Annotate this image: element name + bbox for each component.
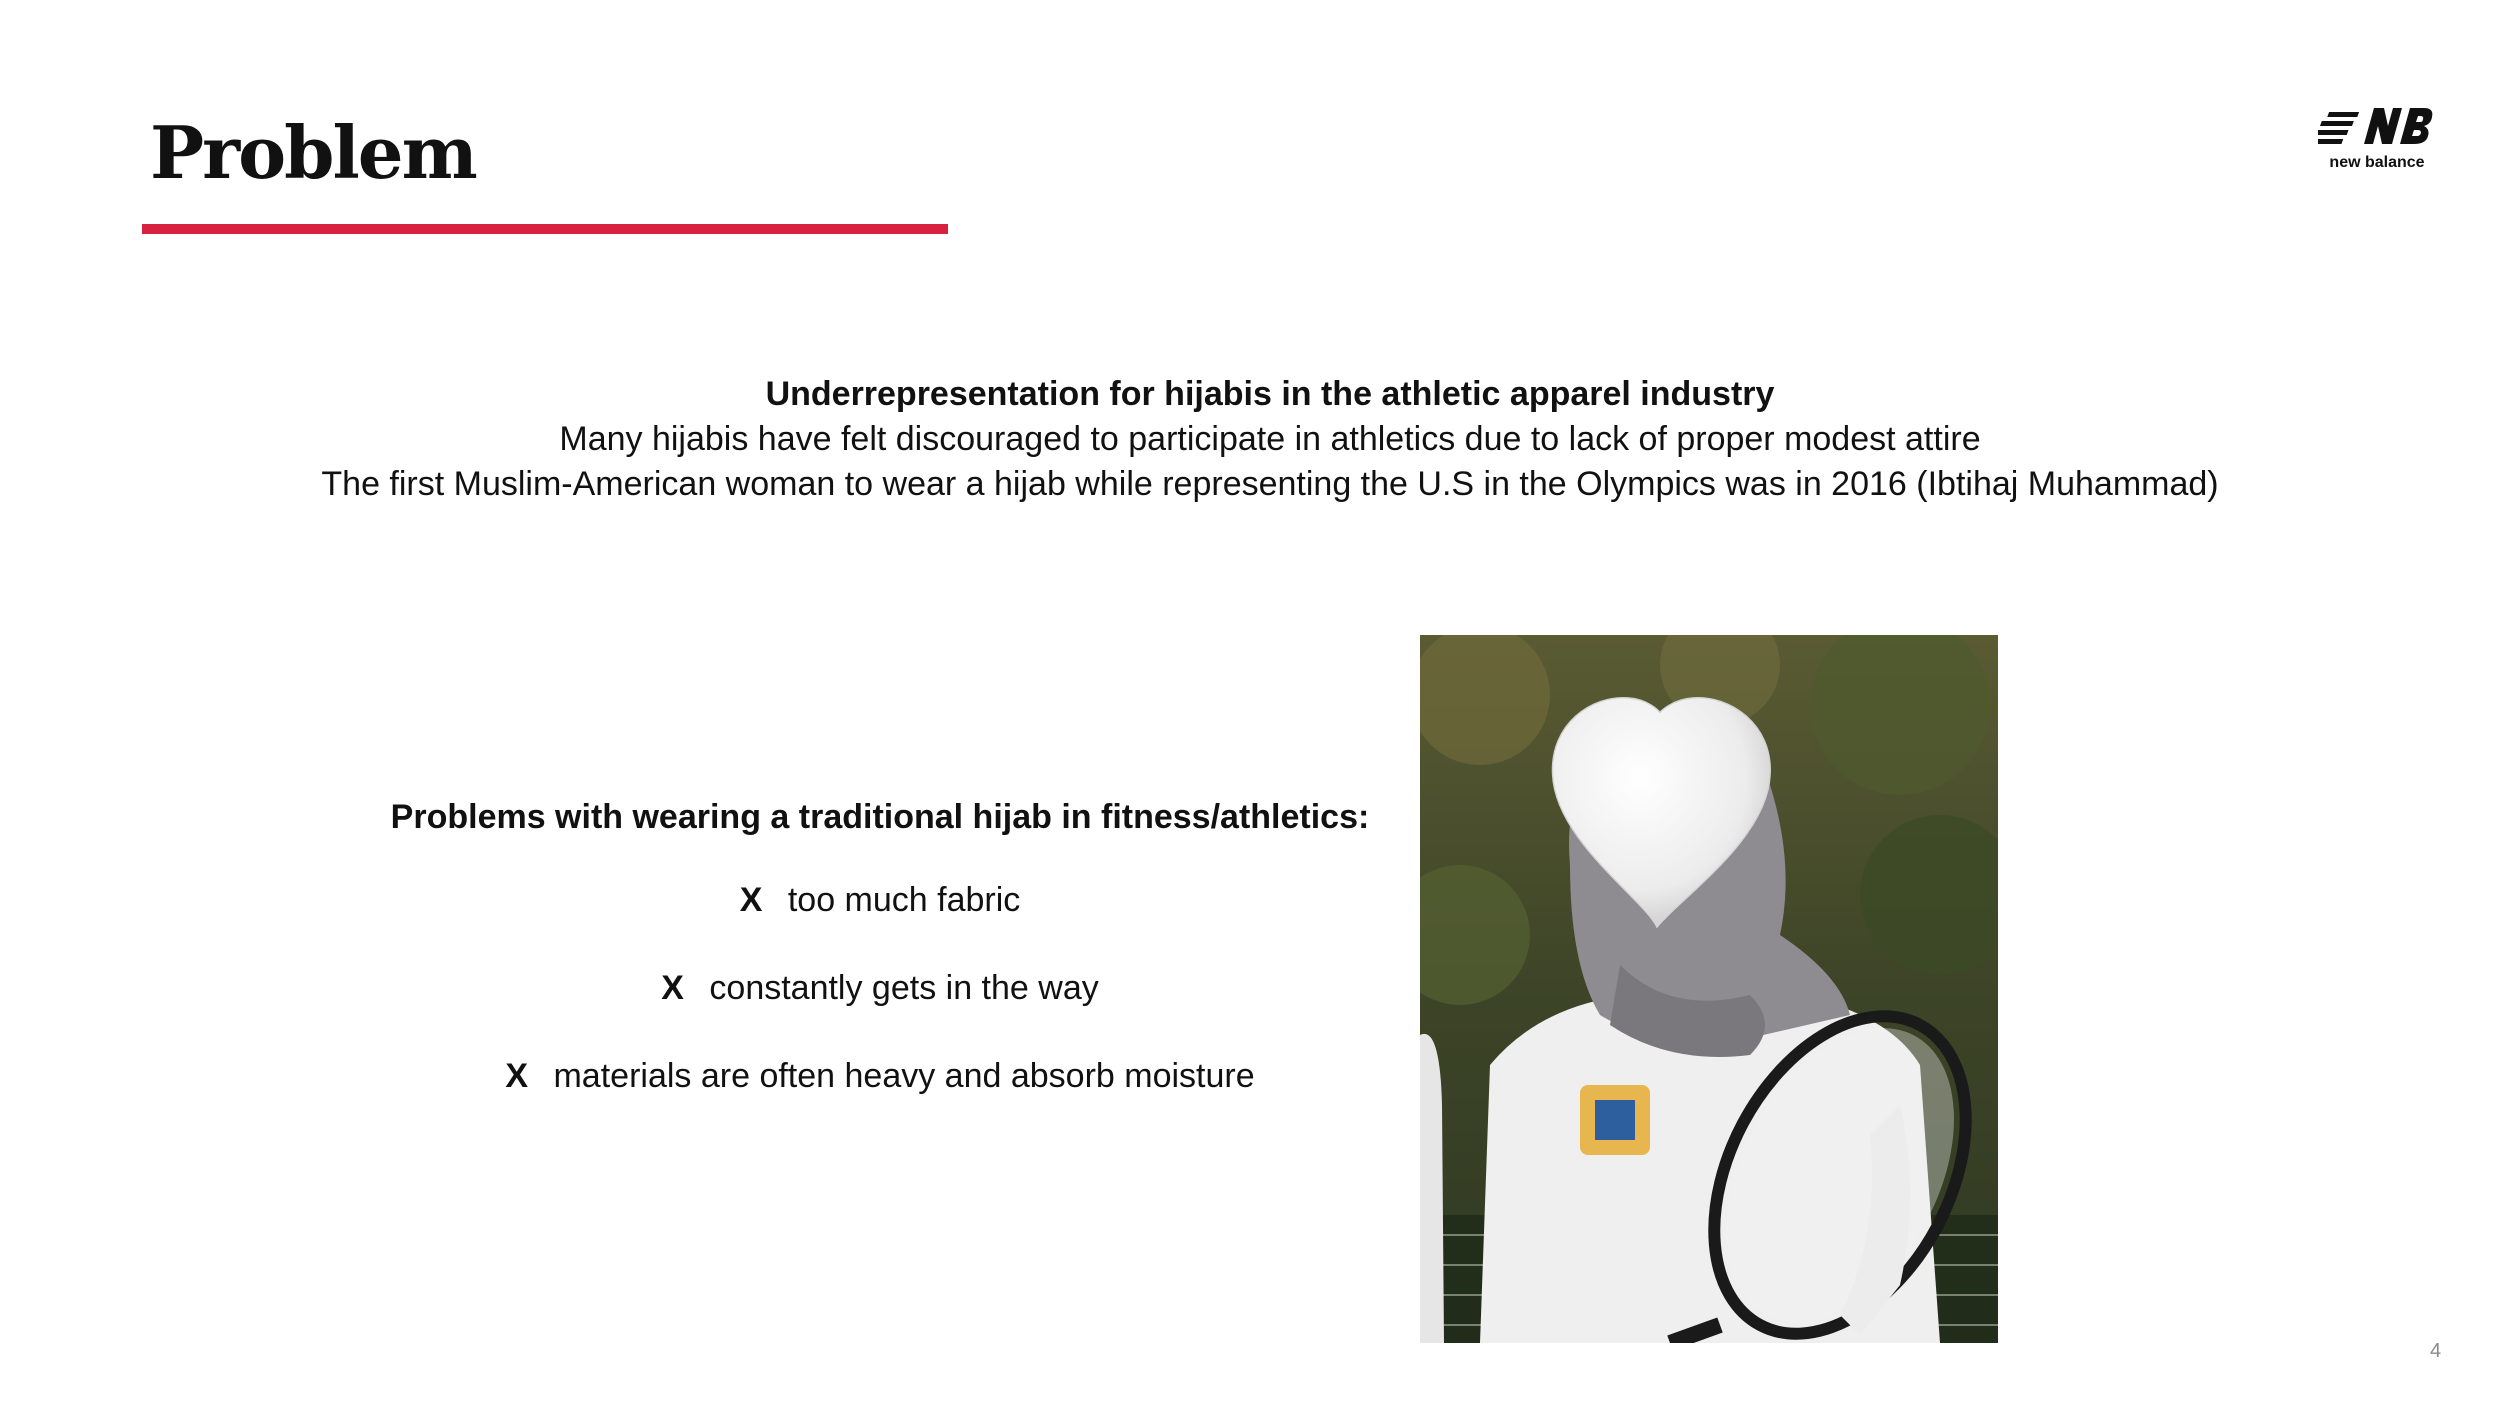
problem-item-text: constantly gets in the way [709, 969, 1099, 1007]
new-balance-logo [2318, 104, 2436, 174]
logo-wordmark: new balance [2329, 154, 2425, 171]
intro-line-2: The first Muslim-American woman to wear a hijab while representing the U.S in the Olympics was in 2016 (Ibtihaj Muhammad) [321, 465, 2219, 503]
problem-item-text: too much fabric [787, 881, 1021, 919]
new-balance-logo-icon [2318, 104, 2436, 152]
x-marker-icon: X [505, 1057, 529, 1095]
problem-item [380, 969, 1380, 1013]
problem-item-text: materials are often heavy and absorb moisture [553, 1057, 1255, 1095]
problem-item [380, 1057, 1380, 1101]
intro-heading: Underrepresentation for hijabis in the athletic apparel industry [765, 375, 1775, 413]
slide-title: Problem [150, 110, 476, 195]
title-underline [142, 224, 948, 234]
page-number: 4 [2430, 1340, 2442, 1362]
problem-item [380, 881, 1380, 925]
athlete-photo [1420, 635, 1998, 1343]
problems-list [380, 798, 1380, 1145]
intro-block [0, 372, 2500, 507]
x-marker-icon: X [661, 969, 684, 1007]
problems-heading: Problems with wearing a traditional hijab in fitness/athletics: [390, 798, 1370, 836]
athlete-photo-illustration [1420, 635, 1998, 1343]
intro-line-1: Many hijabis have felt discouraged to participate in athletics due to lack of proper modest attire [559, 420, 1981, 458]
x-marker-icon: X [739, 881, 763, 919]
